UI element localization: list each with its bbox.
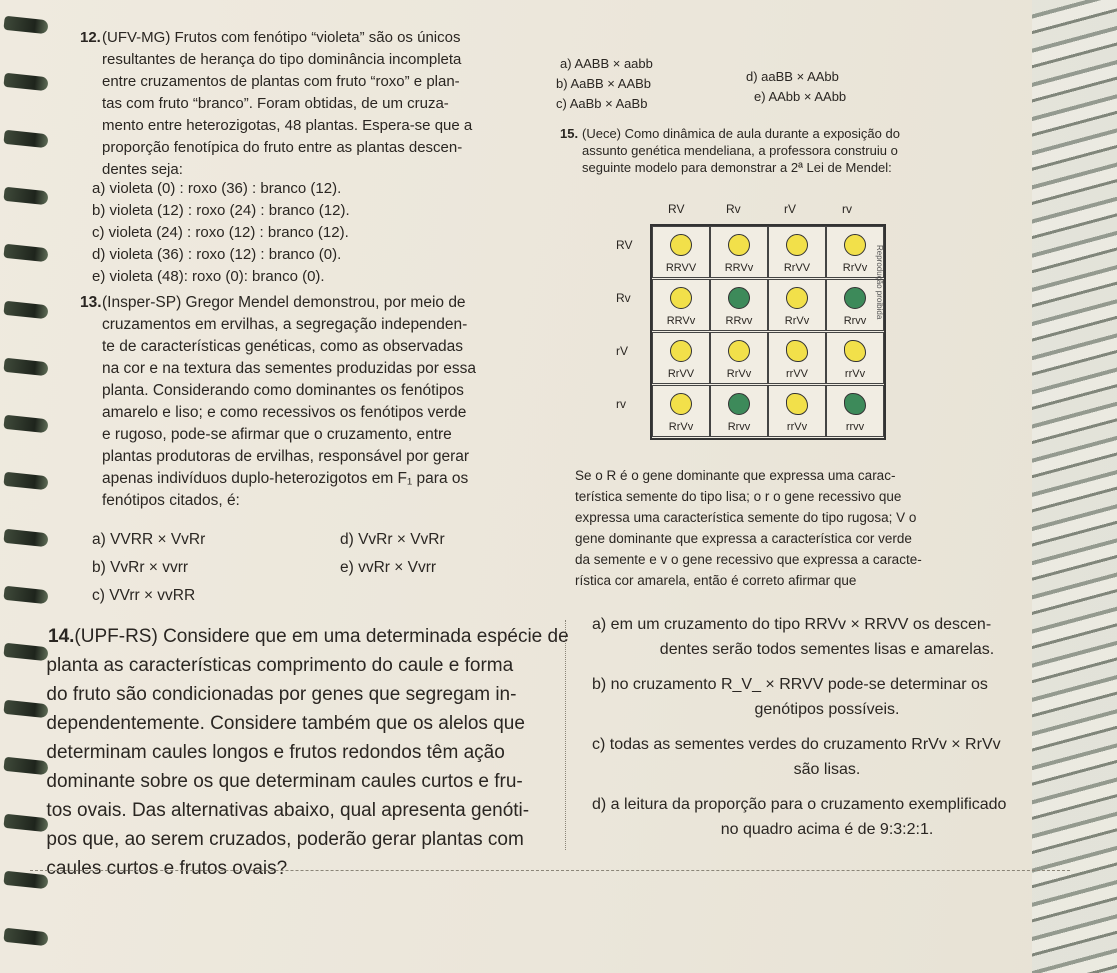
answer-option: d) violeta (36) : roxo (12) : branco (0).: [92, 246, 342, 263]
text-line: expressa uma característica semente do tipo rugosa; V o: [575, 510, 917, 525]
spiral-ring: [3, 130, 48, 149]
seed-icon: [786, 393, 808, 415]
punnett-col-header: RV: [668, 202, 685, 216]
question-number: 14.: [48, 626, 75, 647]
punnett-cell: [652, 279, 710, 331]
text-line: (Uece) Como dinâmica de aula durante a exposição do: [582, 126, 900, 141]
text-line: determinam caules longos e frutos redondos têm ação: [46, 742, 505, 763]
seed-icon: [786, 234, 808, 256]
question-number: 15.: [560, 126, 579, 141]
genotype-label: RRVv: [724, 262, 754, 274]
question-13: [80, 292, 550, 512]
punnett-row-header: Rv: [616, 291, 631, 305]
answer-option: b) violeta (12) : roxo (24) : branco (12).: [92, 202, 350, 219]
answer-option: [592, 612, 1062, 662]
question-14: [48, 622, 568, 883]
spiral-ring: [3, 700, 48, 719]
seed-icon: [844, 340, 866, 362]
punnett-cell: [768, 385, 826, 437]
spiral-ring: [3, 73, 48, 92]
question-text: [102, 27, 472, 181]
text-line: d) a leitura da proporção para o cruzamento exemplificado: [592, 796, 1007, 813]
text-line: b) no cruzamento R_V_ × RRVV pode-se determinar os: [592, 676, 988, 693]
text-line: dominante sobre os que determinam caules curtos e fru-: [46, 771, 523, 792]
punnett-col-header: Rv: [726, 202, 741, 216]
q13-option-d: d) VvRr × VvRr: [340, 531, 445, 548]
text-line: (Insper-SP) Gregor Mendel demonstrou, por meio de: [102, 294, 466, 311]
spiral-ring: [3, 16, 48, 35]
spiral-ring: [3, 472, 48, 491]
column-divider: [565, 620, 566, 850]
punnett-cell: [710, 226, 768, 278]
text-line: entre cruzamentos de plantas com fruto “roxo” e plan-: [102, 73, 460, 90]
text-line: assunto genética mendeliana, a professora construiu o: [582, 143, 898, 158]
q13-option-c: c) VVrr × vvRR: [92, 587, 196, 604]
punnett-cell: [826, 332, 884, 384]
answer-option: [592, 732, 1062, 782]
text-line: tos ovais. Das alternativas abaixo, qual apresenta genóti-: [46, 800, 530, 821]
text-line: seguinte modelo para demonstrar a 2ª Lei de Mendel:: [582, 160, 892, 175]
punnett-col-header: rV: [784, 202, 796, 216]
genotype-label: rrVV: [786, 368, 808, 380]
text-line: na cor e na textura das sementes produzidas por essa: [102, 360, 476, 377]
text-line: da semente e v o gene recessivo que expressa a caracte-: [575, 552, 922, 567]
punnett-row-header: rV: [616, 344, 628, 358]
punnett-cell: [652, 332, 710, 384]
prev-option-a: a) AABB × aabb: [560, 56, 653, 71]
question-text: [102, 292, 476, 512]
text-line: cruzamentos em ervilhas, a segregação independen-: [102, 316, 468, 333]
punnett-row-header: RV: [616, 238, 633, 252]
prev-option-d: d) aaBB × AAbb: [746, 69, 839, 84]
punnett-row-header: rv: [616, 397, 626, 411]
seed-icon: [844, 234, 866, 256]
genotype-label: rrVv: [844, 368, 866, 380]
genotype-label: RRVV: [665, 262, 697, 274]
question-15: [560, 125, 960, 176]
punnett-cell: [826, 385, 884, 437]
genotype-label: rrVv: [786, 421, 808, 433]
text-line: pos que, ao serem cruzados, poderão gerar plantas com: [46, 829, 524, 850]
spiral-ring: [3, 586, 48, 605]
text-line: (UPF-RS) Considere que em uma determinada espécie de: [74, 626, 569, 647]
question-15-options: [592, 612, 1062, 852]
answer-option: [592, 792, 1062, 842]
punnett-cell: [768, 279, 826, 331]
spiral-ring: [3, 643, 48, 662]
question-text: [582, 125, 900, 176]
seed-icon: [728, 393, 750, 415]
answer-option: e) violeta (48): roxo (0): branco (0).: [92, 268, 325, 285]
text-line: mento entre heterozigotas, 48 plantas. Espera-se que a: [102, 117, 473, 134]
genotype-label: RRvv: [725, 315, 753, 327]
punnett-cell: [652, 226, 710, 278]
text-line: apenas indivíduos duplo-heterozigotos em F₁ para os: [102, 470, 469, 487]
seed-icon: [728, 287, 750, 309]
text-line: do fruto são condicionadas por genes que segregam in-: [46, 684, 517, 705]
text-line: dependentemente. Considere também que os alelos que: [46, 713, 525, 734]
text-line: resultantes de herança do tipo dominância incompleta: [102, 51, 462, 68]
seed-icon: [728, 340, 750, 362]
punnett-cell: [768, 332, 826, 384]
side-note: Reprodução proibida: [875, 245, 884, 320]
q13-option-b: b) VvRr × vvrr: [92, 559, 189, 576]
genotype-label: RrVv: [668, 421, 694, 433]
genotype-label: Rrvv: [843, 315, 867, 327]
genotype-label: Rrvv: [727, 421, 751, 433]
bottom-divider: [30, 870, 1070, 871]
spiral-ring: [3, 871, 48, 890]
seed-icon: [670, 234, 692, 256]
spiral-ring: [3, 301, 48, 320]
text-line: dentes serão todos sementes lisas e amarelas.: [659, 641, 995, 658]
text-line: caules curtos e frutos ovais?: [46, 858, 288, 879]
question-15-explanation: [575, 465, 1045, 591]
genotype-label: RrVv: [784, 315, 810, 327]
punnett-cell: [768, 226, 826, 278]
text-line: tas com fruto “branco”. Foram obtidas, de um cruza-: [102, 95, 449, 112]
spiral-ring: [3, 187, 48, 206]
text-line: fenótipos citados, é:: [102, 492, 240, 509]
text-line: Se o R é o gene dominante que expressa uma carac-: [575, 468, 896, 483]
spiral-ring: [3, 757, 48, 776]
question-number: 13.: [80, 294, 102, 311]
text-line: planta as características comprimento do caule e forma: [46, 655, 514, 676]
text-line: gene dominante que expressa a característica cor verde: [575, 531, 912, 546]
answer-option: a) violeta (0) : roxo (36) : branco (12).: [92, 180, 342, 197]
q13-option-a: a) VVRR × VvRr: [92, 531, 206, 548]
genotype-label: RrVV: [783, 262, 811, 274]
text-line: te de características genéticas, como as observadas: [102, 338, 463, 355]
punnett-grid: [650, 224, 886, 440]
answer-option: [592, 672, 1062, 722]
q13-option-e: e) vvRr × Vvrr: [340, 559, 437, 576]
text-line: no quadro acima é de 9:3:2:1.: [720, 821, 934, 838]
text-line: planta. Considerando como dominantes os fenótipos: [102, 382, 464, 399]
spiral-ring: [3, 244, 48, 263]
text-line: (UFV-MG) Frutos com fenótipo “violeta” são os únicos: [102, 29, 461, 46]
question-12: [80, 27, 550, 181]
text-line: c) todas as sementes verdes do cruzamento RrVv × RrVv: [592, 736, 1001, 753]
spiral-ring: [3, 814, 48, 833]
punnett-cell: [710, 279, 768, 331]
seed-icon: [844, 393, 866, 415]
punnett-col-header: rv: [842, 202, 852, 216]
seed-icon: [670, 340, 692, 362]
punnett-cell: [710, 332, 768, 384]
genotype-label: RrVv: [842, 262, 868, 274]
text-line: genótipos possíveis.: [754, 701, 900, 718]
text-line: terística semente do tipo lisa; o r o gene recessivo que: [575, 489, 902, 504]
spiral-ring: [3, 358, 48, 377]
seed-icon: [844, 287, 866, 309]
genotype-label: RRVv: [666, 315, 696, 327]
genotype-label: RrVV: [667, 368, 695, 380]
seed-icon: [670, 287, 692, 309]
spiral-ring: [3, 529, 48, 548]
punnett-cell: [652, 385, 710, 437]
genotype-label: rrvv: [845, 421, 865, 433]
question-12-options: [92, 178, 350, 288]
text-line: plantas produtoras de ervilhas, responsável por gerar: [102, 448, 470, 465]
prev-option-e: e) AAbb × AAbb: [754, 89, 847, 104]
answer-option: c) violeta (24) : roxo (12) : branco (12).: [92, 224, 349, 241]
text-line: a) em um cruzamento do tipo RRVv × RRVV os descen-: [592, 616, 992, 633]
prev-option-c: c) AaBb × AaBb: [556, 96, 648, 111]
seed-icon: [786, 340, 808, 362]
seed-icon: [728, 234, 750, 256]
text-line: amarelo e liso; e como recessivos os fenótipos verde: [102, 404, 467, 421]
spiral-ring: [3, 928, 48, 947]
text-line: proporção fenotípica do fruto entre as plantas descen-: [102, 139, 463, 156]
genotype-label: RrVv: [726, 368, 752, 380]
prev-option-b: b) AaBB × AABb: [556, 76, 652, 91]
text-line: são lisas.: [793, 761, 861, 778]
text-line: e rugoso, pode-se afirmar que o cruzamento, entre: [102, 426, 452, 443]
text-line: dentes seja:: [102, 161, 183, 178]
question-number: 12.: [80, 29, 101, 46]
punnett-cell: [710, 385, 768, 437]
spiral-ring: [3, 415, 48, 434]
seed-icon: [670, 393, 692, 415]
text-line: rística cor amarela, então é correto afirmar que: [575, 573, 857, 588]
seed-icon: [786, 287, 808, 309]
